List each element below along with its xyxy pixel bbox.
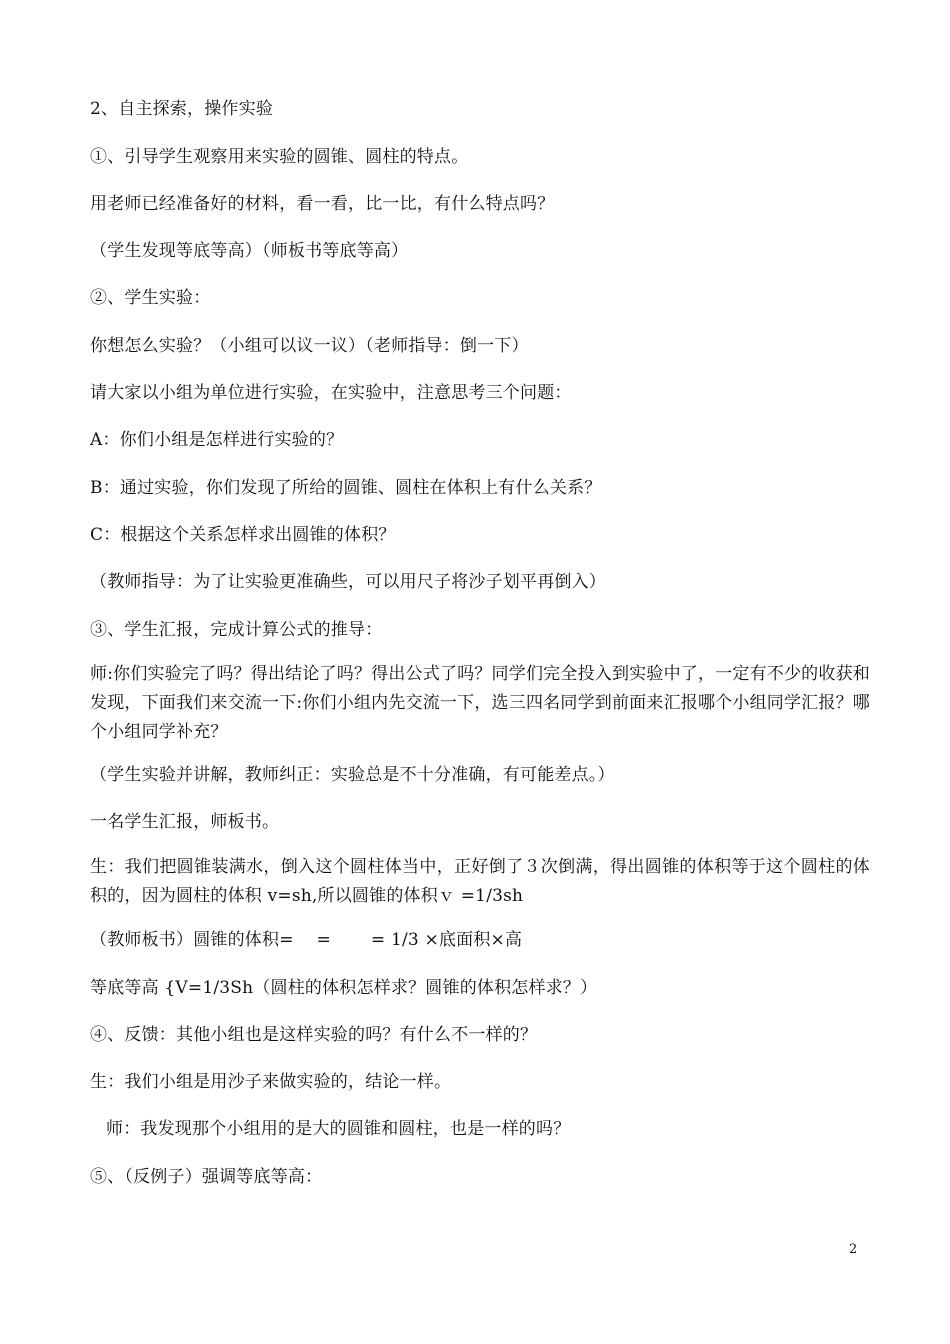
paragraph: （学生实验并讲解，教师纠正：实验总是不十分准确，有可能差点。） <box>90 765 615 785</box>
question-b: B：通过实验，你们发现了所给的圆锥、圆柱在体积上有什么关系？ <box>90 478 602 498</box>
page-number: 2 <box>849 1242 858 1257</box>
question-c: C：根据这个关系怎样求出圆锥的体积？ <box>90 525 396 545</box>
paragraph: 请大家以小组为单位进行实验，在实验中，注意思考三个问题： <box>90 383 572 403</box>
formula-line: （教师板书）圆锥的体积= = = 1/3 ×底面积×高 <box>90 930 523 950</box>
paragraph-student-report: 生：我们把圆锥装满水，倒入这个圆柱体当中，正好倒了３次倒满，得出圆锥的体积等于这个圆柱的体积的，因为圆柱的体积 v=sh,所以圆锥的体积ｖ =1/3sh <box>90 857 870 906</box>
paragraph: （学生发现等底等高）（师板书等底等高） <box>90 241 409 261</box>
paragraph: 生：我们小组是用沙子来做实验的，结论一样。 <box>90 1072 452 1092</box>
step-3-heading: ③、学生汇报，完成计算公式的推导： <box>90 620 383 640</box>
step-2-heading: ②、学生实验： <box>90 288 211 308</box>
paragraph-teacher-prompt: 师:你们实验完了吗？得出结论了吗？得出公式了吗？同学们完全投入到实验中了，一定有不少的收获和发现，下面我们来交流一下:你们小组内先交流一下，选三四名同学到前面来汇报哪个小组同学汇报？哪个小组同学补充？ <box>90 664 870 742</box>
paragraph: 用老师已经准备好的材料，看一看，比一比，有什么特点吗？ <box>90 194 555 214</box>
paragraph: 一名学生汇报，师板书。 <box>90 812 280 832</box>
formula-line: 等底等高 {V=1/3Sh（圆柱的体积怎样求？圆锥的体积怎样求？） <box>90 978 598 998</box>
paragraph: （教师指导：为了让实验更准确些，可以用尺子将沙子划平再倒入） <box>90 572 606 592</box>
paragraph: 你想怎么实验？（小组可以议一议）（老师指导：倒一下） <box>90 336 529 356</box>
step-5-heading: ⑤、（反例子）强调等底等高： <box>90 1167 323 1187</box>
step-1-heading: ①、引导学生观察用来实验的圆锥、圆柱的特点。 <box>90 147 469 167</box>
section-heading: 2、自主探索，操作实验 <box>90 99 274 119</box>
step-4-heading: ④、反馈：其他小组也是这样实验的吗？有什么不一样的？ <box>90 1025 538 1045</box>
question-a: A：你们小组是怎样进行实验的？ <box>90 430 344 450</box>
paragraph: 师：我发现那个小组用的是大的圆锥和圆柱，也是一样的吗？ <box>106 1119 571 1139</box>
